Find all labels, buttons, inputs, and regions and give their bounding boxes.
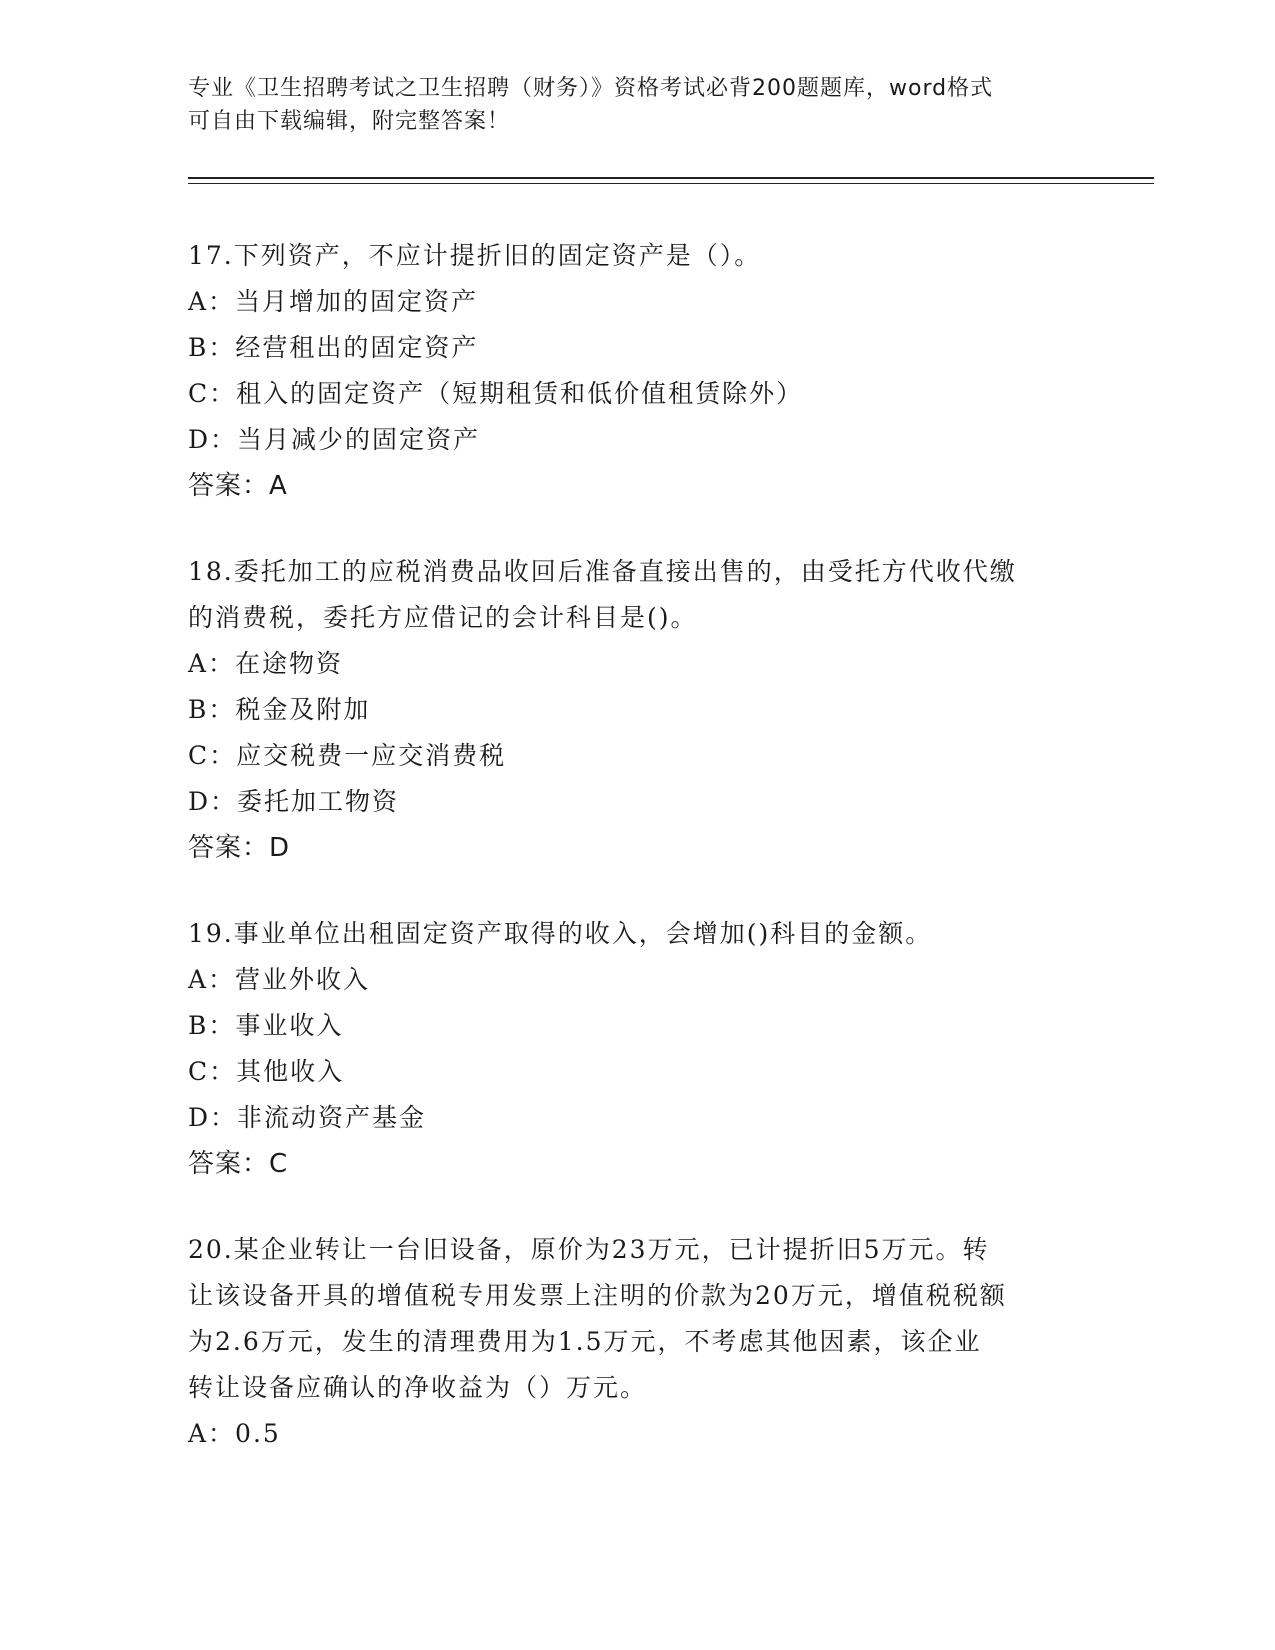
- question-text-line-1: 18.委托加工的应税消费品收回后准备直接出售的，由受托方代收代缴: [188, 557, 1017, 586]
- question-text-line-4: 转让设备应确认的净收益为（）万元。: [188, 1373, 648, 1402]
- option-d: D：委托加工物资: [188, 787, 400, 816]
- option-a: A：营业外收入: [188, 965, 371, 994]
- question-17: [188, 233, 1088, 509]
- option-b: B：税金及附加: [188, 695, 371, 724]
- option-b: B：事业收入: [188, 1011, 344, 1040]
- answer: 答案：C: [188, 1149, 289, 1179]
- header-divider-thick: [188, 177, 1154, 179]
- question-18: [188, 549, 1088, 871]
- question-text: 17.下列资产，不应计提折旧的固定资产是（）。: [188, 241, 762, 270]
- question-text-line-3: 为2.6万元，发生的清理费用为1.5万元，不考虑其他因素，该企业: [188, 1327, 982, 1356]
- option-a: A：0.5: [188, 1419, 281, 1448]
- option-d: D：当月减少的固定资产: [188, 425, 481, 454]
- question-text-line-2: 让该设备开具的增值税专用发票上注明的价款为20万元，增值税税额: [188, 1281, 1007, 1310]
- option-c: C：租入的固定资产（短期租赁和低价值租赁除外）: [188, 379, 804, 408]
- answer: 答案：D: [188, 833, 291, 863]
- option-b: B：经营租出的固定资产: [188, 333, 479, 362]
- question-text-line-2: 的消费税，委托方应借记的会计科目是()。: [188, 603, 698, 632]
- question-19: [188, 911, 1088, 1187]
- option-d: D：非流动资产基金: [188, 1103, 427, 1132]
- header-divider-thin: [188, 183, 1154, 184]
- question-20: [188, 1227, 1088, 1457]
- option-c: C：应交税费一应交消费税: [188, 741, 507, 770]
- question-text: 19.事业单位出租固定资产取得的收入，会增加()科目的金额。: [188, 919, 933, 948]
- answer: 答案：A: [188, 471, 288, 501]
- option-a: A：在途物资: [188, 649, 344, 678]
- header-line-1: 专业《卫生招聘考试之卫生招聘（财务）》资格考试必背200题题库，word格式: [188, 76, 994, 101]
- question-text-line-1: 20.某企业转让一台旧设备，原价为23万元，已计提折旧5万元。转: [188, 1235, 990, 1264]
- option-c: C：其他收入: [188, 1057, 345, 1086]
- header-line-2: 可自由下载编辑，附完整答案！: [188, 109, 511, 134]
- option-a: A：当月增加的固定资产: [188, 287, 479, 316]
- question-list: [188, 233, 1088, 1497]
- page-header: [188, 72, 1088, 138]
